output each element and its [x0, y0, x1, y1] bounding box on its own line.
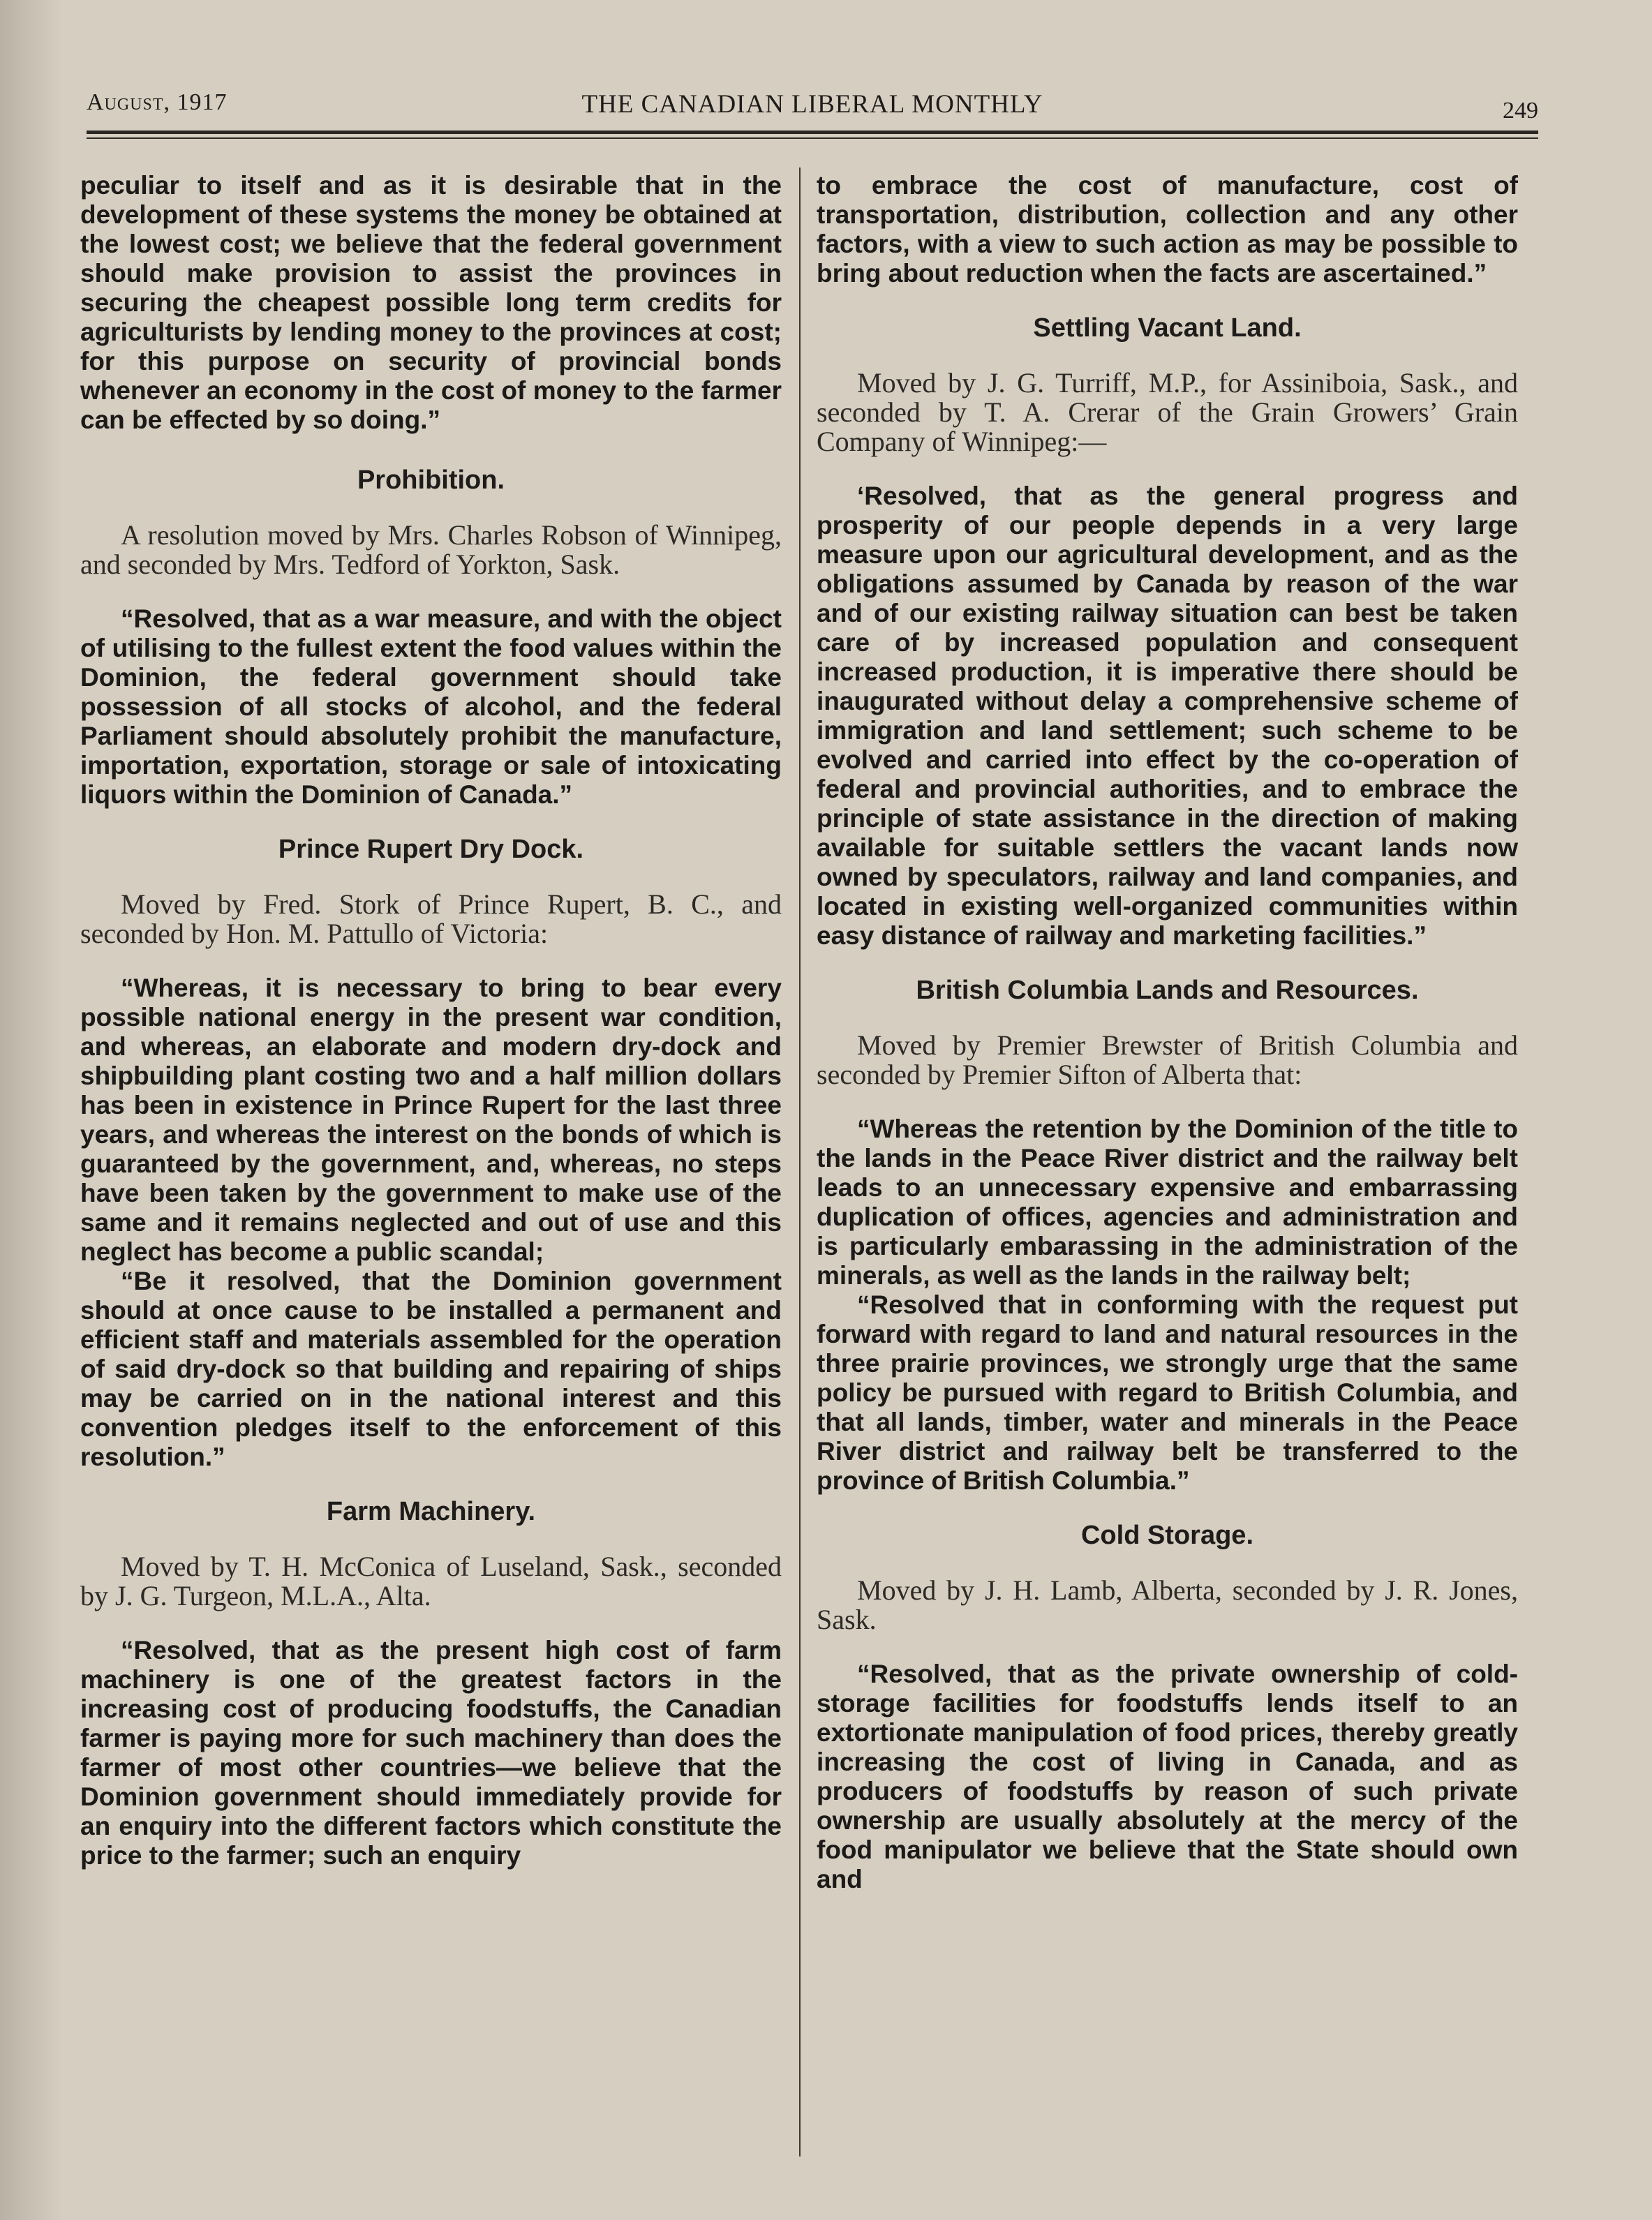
section-heading-cold-storage: Cold Storage.: [1080, 1521, 1254, 1550]
page-gutter-shadow: [0, 0, 63, 2220]
journal-title: THE CANADIAN LIBERAL MONTHLY: [581, 90, 1043, 119]
continued-resolution-text: peculiar to itself and as it is desirable that in the development of these systems the money be obtained at the lowest cost; we believe that the federal government should make provision to assist the provinces in securing the cheapest possible long term credits for agriculturists by lending money to the provinces at cost; for this purpose on security of provincial bonds whenever an economy in the cost of money to the farmer can be effected by so doing.”: [80, 171, 782, 434]
left-column: [80, 171, 782, 1870]
resolution-bc-lands-whereas: “Whereas the retention by the Dominion of the title to the lands in the Peace River district and the railway belt leads to an unnecessary expensive and embarrassing duplication of offices, agencies and administration and is particularly embarassing in the administration of the minerals, as well as the lands in the railway belt;: [817, 1115, 1518, 1290]
header-rule-thick: [87, 131, 1538, 134]
mover-bc-lands: Moved by Premier Brewster of British Columbia and seconded by Premier Sifton of Alberta that:: [817, 1029, 1518, 1090]
column-divider: [799, 167, 801, 2156]
resolution-dry-dock-whereas: “Whereas, it is necessary to bring to bear every possible national energy in the present war condition, and whereas, an elaborate and modern dry-dock and shipbuilding plant costing two and a half million dollars has been in existence in Prince Rupert for the last three years, and whereas the interest on the bonds of which is guaranteed by the government, and, whereas, no steps have been taken by the government to make use of the same and it remains neglected and out of use and this neglect has become a public scandal;: [80, 974, 782, 1266]
running-head: [87, 85, 1538, 124]
resolution-prohibition: “Resolved, that as a war measure, and with the object of utilising to the fullest extent the food values within the Dominion, the federal government should take possession of all stocks of alcohol, and the federal Parliament should absolutely prohibit the manufacture, importation, exportation, storage or sale of intoxicating liquors within the Dominion of Canada.”: [80, 604, 782, 809]
continued-enquiry-text: to embrace the cost of manufacture, cost of transportation, distribution, collection and any other factors, with a view to such action as may be possible to bring about reduction when the facts are ascertained.”: [817, 171, 1518, 288]
resolution-farm-machinery: “Resolved, that as the present high cost of farm machinery is one of the greatest factors in the increasing cost of producing foodstuffs, the Canadian farmer is paying more for such machinery than does the farmer of most other countries—we believe that the Dominion government should immediately provide for an enquiry into the different factors which constitute the price to the farmer; such an enquiry: [80, 1636, 782, 1870]
section-heading-bc-lands: British Columbia Lands and Resources.: [916, 976, 1419, 1005]
resolution-cold-storage: “Resolved, that as the private ownership of cold-storage facilities for foodstuffs lends itself to an extortionate manipulation of food prices, thereby greatly increasing the cost of living in Canada, and as producers of foodstuffs by reason of such private ownership are usually absolutely at the mercy of the food manipulator we believe that the State should own and: [817, 1660, 1518, 1893]
section-heading-dry-dock: Prince Rupert Dry Dock.: [278, 835, 584, 864]
mover-prohibition: A resolution moved by Mrs. Charles Robson of Winnipeg, and seconded by Mrs. Tedford of Yorkton, Sask.: [80, 519, 782, 580]
mover-vacant-land: Moved by J. G. Turriff, M.P., for Assiniboia, Sask., and seconded by T. A. Crerar of the Grain Growers’ Grain Company of Winnipeg:—: [817, 367, 1518, 457]
page-number: 249: [1503, 98, 1538, 124]
resolution-vacant-land: ‘Resolved, that as the general progress and prosperity of our people depends in a very large measure upon our agricultural development, and as the obligations assumed by Canada by reason of the war and of our existing railway situation can best be taken care of by increased population and consequent increased production, it is imperative there should be inaugurated without delay a comprehensive scheme of immigration and land settlement; such scheme to be evolved and carried into effect by the co-operation of federal and provincial authorities, and to embrace the principle of state assistance in the direction of making available for suitable settlers the vacant lands now owned by speculators, railway and land companies, and located in existing well-organized communities within easy distance of railway and marketing facilities.”: [817, 482, 1518, 950]
header-rule-thin: [87, 137, 1538, 139]
section-heading-prohibition: Prohibition.: [357, 465, 505, 495]
section-heading-vacant-land: Settling Vacant Land.: [1033, 313, 1302, 343]
resolution-dry-dock-resolved: “Be it resolved, that the Dominion government should at once cause to be installed a permanent and efficient staff and materials assembled for the operation of said dry-dock so that building and repairing of ships may be carried on in the national interest and this convention pledges itself to the enforcement of this resolution.”: [80, 1267, 782, 1471]
mover-cold-storage: Moved by J. H. Lamb, Alberta, seconded by J. R. Jones, Sask.: [817, 1574, 1518, 1635]
mover-farm-machinery: Moved by T. H. McConica of Luseland, Sask., seconded by J. G. Turgeon, M.L.A., Alta.: [80, 1551, 782, 1611]
section-heading-farm-machinery: Farm Machinery.: [326, 1497, 536, 1526]
right-column: [817, 171, 1518, 1894]
resolution-bc-lands-resolved: “Resolved that in conforming with the request put forward with regard to land and natural resources in the three prairie provinces, we strongly urge that the same policy be pursued with regard to British Columbia, and that all lands, timber, water and minerals in the Peace River district and railway belt be transferred to the province of British Columbia.”: [817, 1290, 1518, 1495]
issue-date: August, 1917: [87, 89, 228, 115]
mover-dry-dock: Moved by Fred. Stork of Prince Rupert, B. C., and seconded by Hon. M. Pattullo of Victoria:: [80, 888, 782, 949]
